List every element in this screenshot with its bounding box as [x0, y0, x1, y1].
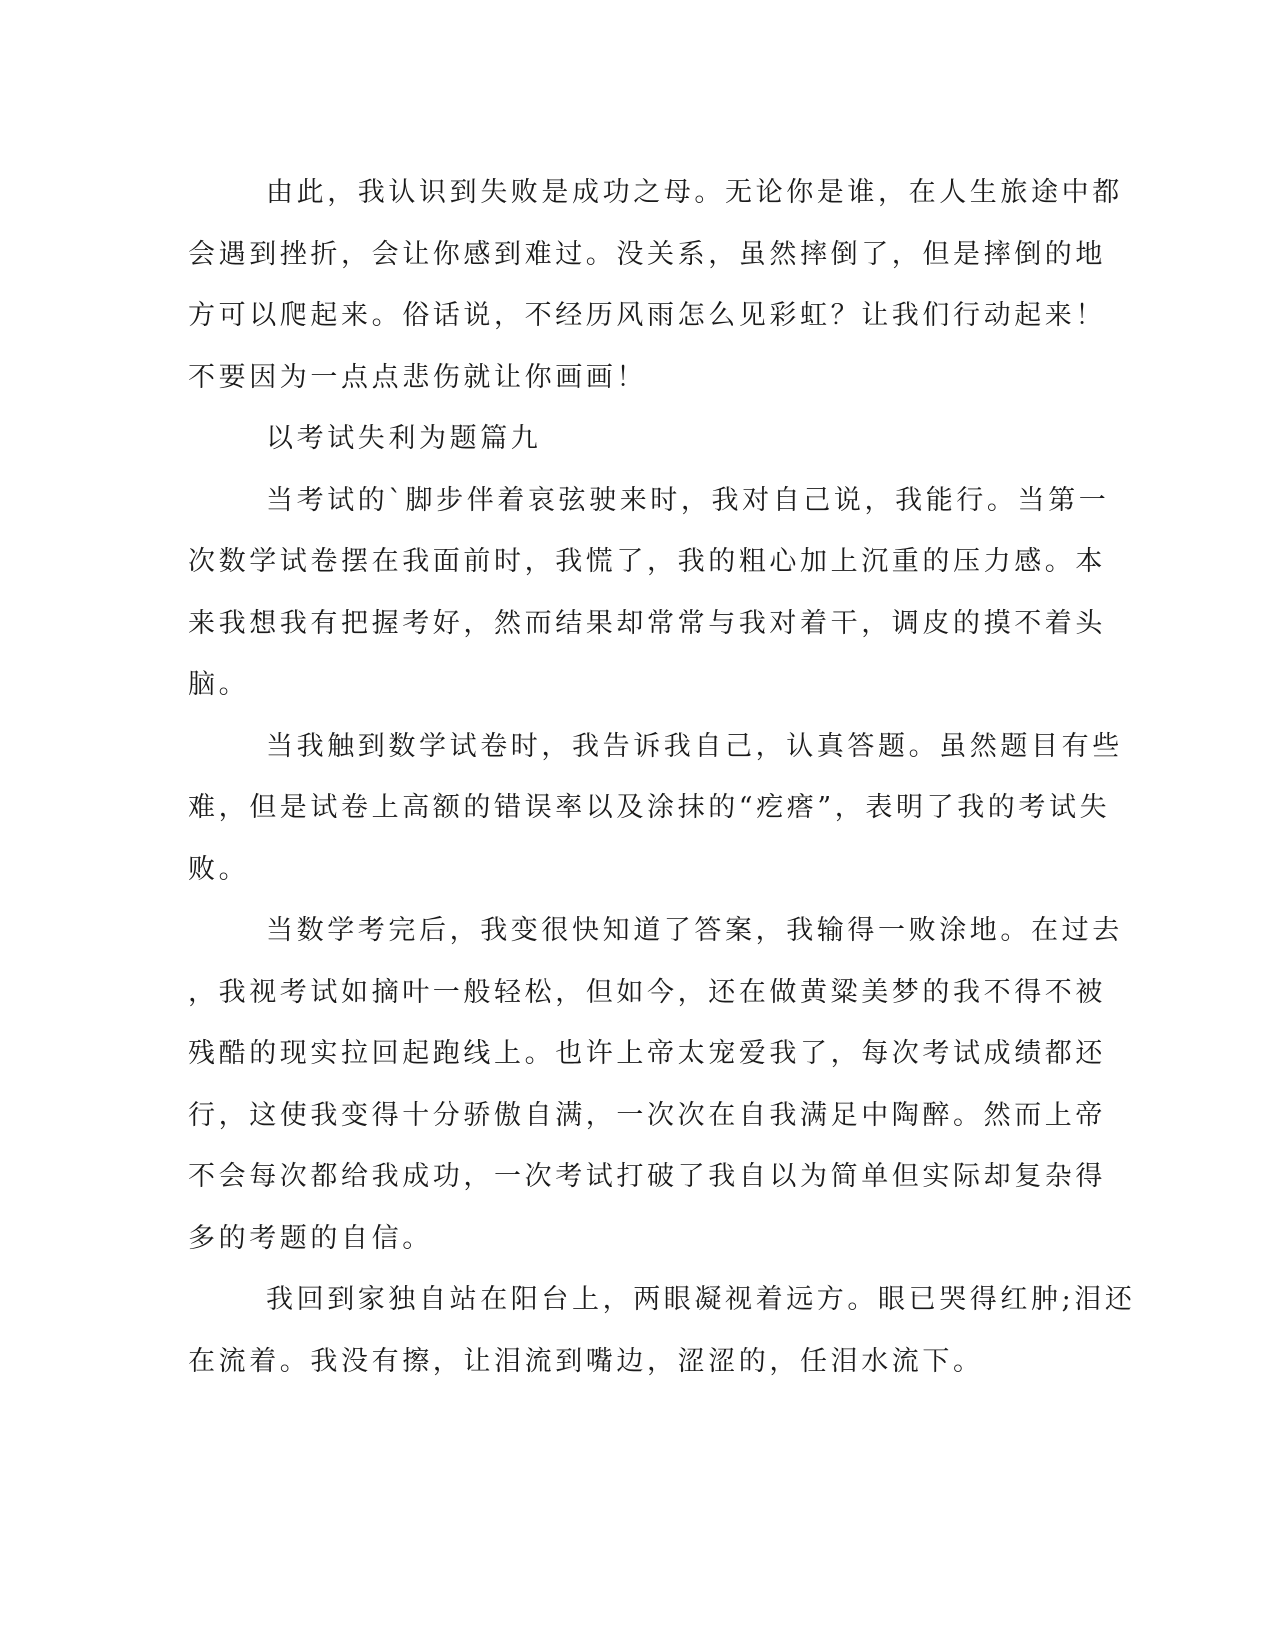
- text-line: 当考试的`脚步伴着哀弦驶来时，我对自己说，我能行。当第一: [266, 484, 1110, 516]
- text-line: 不要因为一点点悲伤就让你画画！: [188, 361, 647, 393]
- text-line: 来我想我有把握考好，然而结果却常常与我对着干，调皮的摸不着头: [188, 607, 1106, 639]
- text-line: 多的考题的自信。: [188, 1222, 433, 1254]
- text-line: 在流着。我没有擦，让泪流到嘴边，涩涩的，任泪水流下。: [188, 1345, 984, 1377]
- text-line: 不会每次都给我成功，一次考试打破了我自以为简单但实际却复杂得: [188, 1161, 1106, 1192]
- text-line: 方可以爬起来。俗话说，不经历风雨怎么见彩虹？让我们行动起来！: [188, 300, 1106, 331]
- text-line: 会遇到挫折，会让你感到难过。没关系，虽然摔倒了，但是摔倒的地: [188, 238, 1106, 270]
- text-line: 次数学试卷摆在我面前时，我慌了，我的粗心加上沉重的压力感。本: [188, 546, 1106, 577]
- text-line: 由此，我认识到失败是成功之母。无论你是谁，在人生旅途中都: [266, 177, 1123, 208]
- text-line: 当我触到数学试卷时，我告诉我自己，认真答题。虽然题目有些: [266, 730, 1123, 762]
- document-body: [188, 162, 1136, 1392]
- text-line: 败。: [188, 853, 250, 885]
- section-heading: 以考试失利为题篇九: [266, 423, 542, 454]
- text-line: ，我视考试如摘叶一般轻松，但如今，还在做黄粱美梦的我不得不被: [188, 976, 1106, 1008]
- text-line: 难，但是试卷上高额的错误率以及涂抹的“疙瘩”，表明了我的考试失: [188, 792, 1111, 823]
- text-line: 当数学考完后，我变很快知道了答案，我输得一败涂地。在过去: [266, 915, 1123, 946]
- text-line: 脑。: [188, 669, 250, 700]
- text-line: 我回到家独自站在阳台上，两眼凝视着远方。眼已哭得红肿;泪还: [266, 1284, 1136, 1315]
- text-line: 残酷的现实拉回起跑线上。也许上帝太宠爱我了，每次考试成绩都还: [188, 1038, 1106, 1069]
- text-line: 行，这使我变得十分骄傲自满，一次次在自我满足中陶醉。然而上帝: [188, 1099, 1106, 1131]
